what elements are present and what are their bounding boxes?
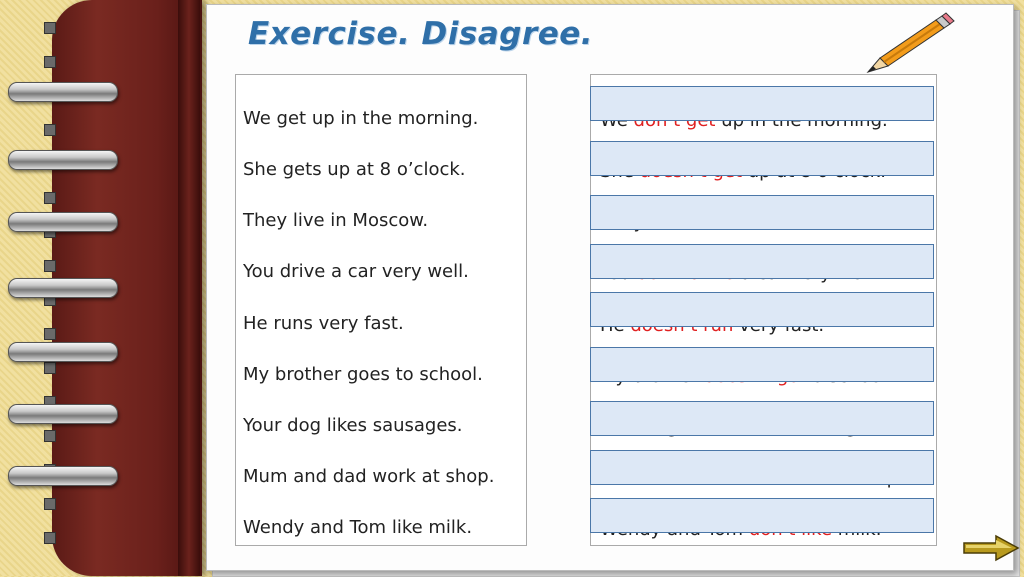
binder-hole bbox=[44, 260, 56, 272]
answer-cover-8[interactable] bbox=[590, 450, 934, 485]
binder-hole bbox=[44, 328, 56, 340]
binder-ring bbox=[8, 212, 118, 232]
binder-edge bbox=[178, 0, 200, 576]
answer-cover-1[interactable] bbox=[590, 86, 934, 121]
binder-hole bbox=[44, 56, 56, 68]
sentence-2: She gets up at 8 o’clock. bbox=[243, 159, 466, 180]
answer-cover-6[interactable] bbox=[590, 347, 934, 382]
binder-ring bbox=[8, 404, 118, 424]
sentence-4: You drive a car very well. bbox=[243, 261, 469, 282]
answer-cover-9[interactable] bbox=[590, 498, 934, 533]
pencil-icon bbox=[866, 12, 956, 74]
sentence-8: Mum and dad work at shop. bbox=[243, 466, 495, 487]
page-title: Exercise. Disagree. bbox=[248, 16, 594, 52]
binder-ring bbox=[8, 150, 118, 170]
binder-ring bbox=[8, 82, 118, 102]
binder-hole bbox=[44, 22, 56, 34]
answer-cover-4[interactable] bbox=[590, 244, 934, 279]
binder-ring bbox=[8, 466, 118, 486]
answer-cover-3[interactable] bbox=[590, 195, 934, 230]
binder-hole bbox=[44, 430, 56, 442]
binder-hole bbox=[44, 498, 56, 510]
binder-hole bbox=[44, 362, 56, 374]
answer-cover-2[interactable] bbox=[590, 141, 934, 176]
sentence-9: Wendy and Tom like milk. bbox=[243, 517, 473, 538]
answer-cover-5[interactable] bbox=[590, 292, 934, 327]
answer-cover-7[interactable] bbox=[590, 401, 934, 436]
binder-hole bbox=[44, 124, 56, 136]
next-arrow-icon[interactable] bbox=[962, 534, 1020, 562]
sentence-3: They live in Moscow. bbox=[243, 210, 429, 231]
binder-ring bbox=[8, 342, 118, 362]
binder-hole bbox=[44, 192, 56, 204]
sentence-1: We get up in the morning. bbox=[243, 108, 479, 129]
sentence-6: My brother goes to school. bbox=[243, 364, 483, 385]
sentence-5: He runs very fast. bbox=[243, 313, 404, 334]
binder-ring bbox=[8, 278, 118, 298]
sentence-7: Your dog likes sausages. bbox=[243, 415, 463, 436]
binder-hole bbox=[44, 532, 56, 544]
